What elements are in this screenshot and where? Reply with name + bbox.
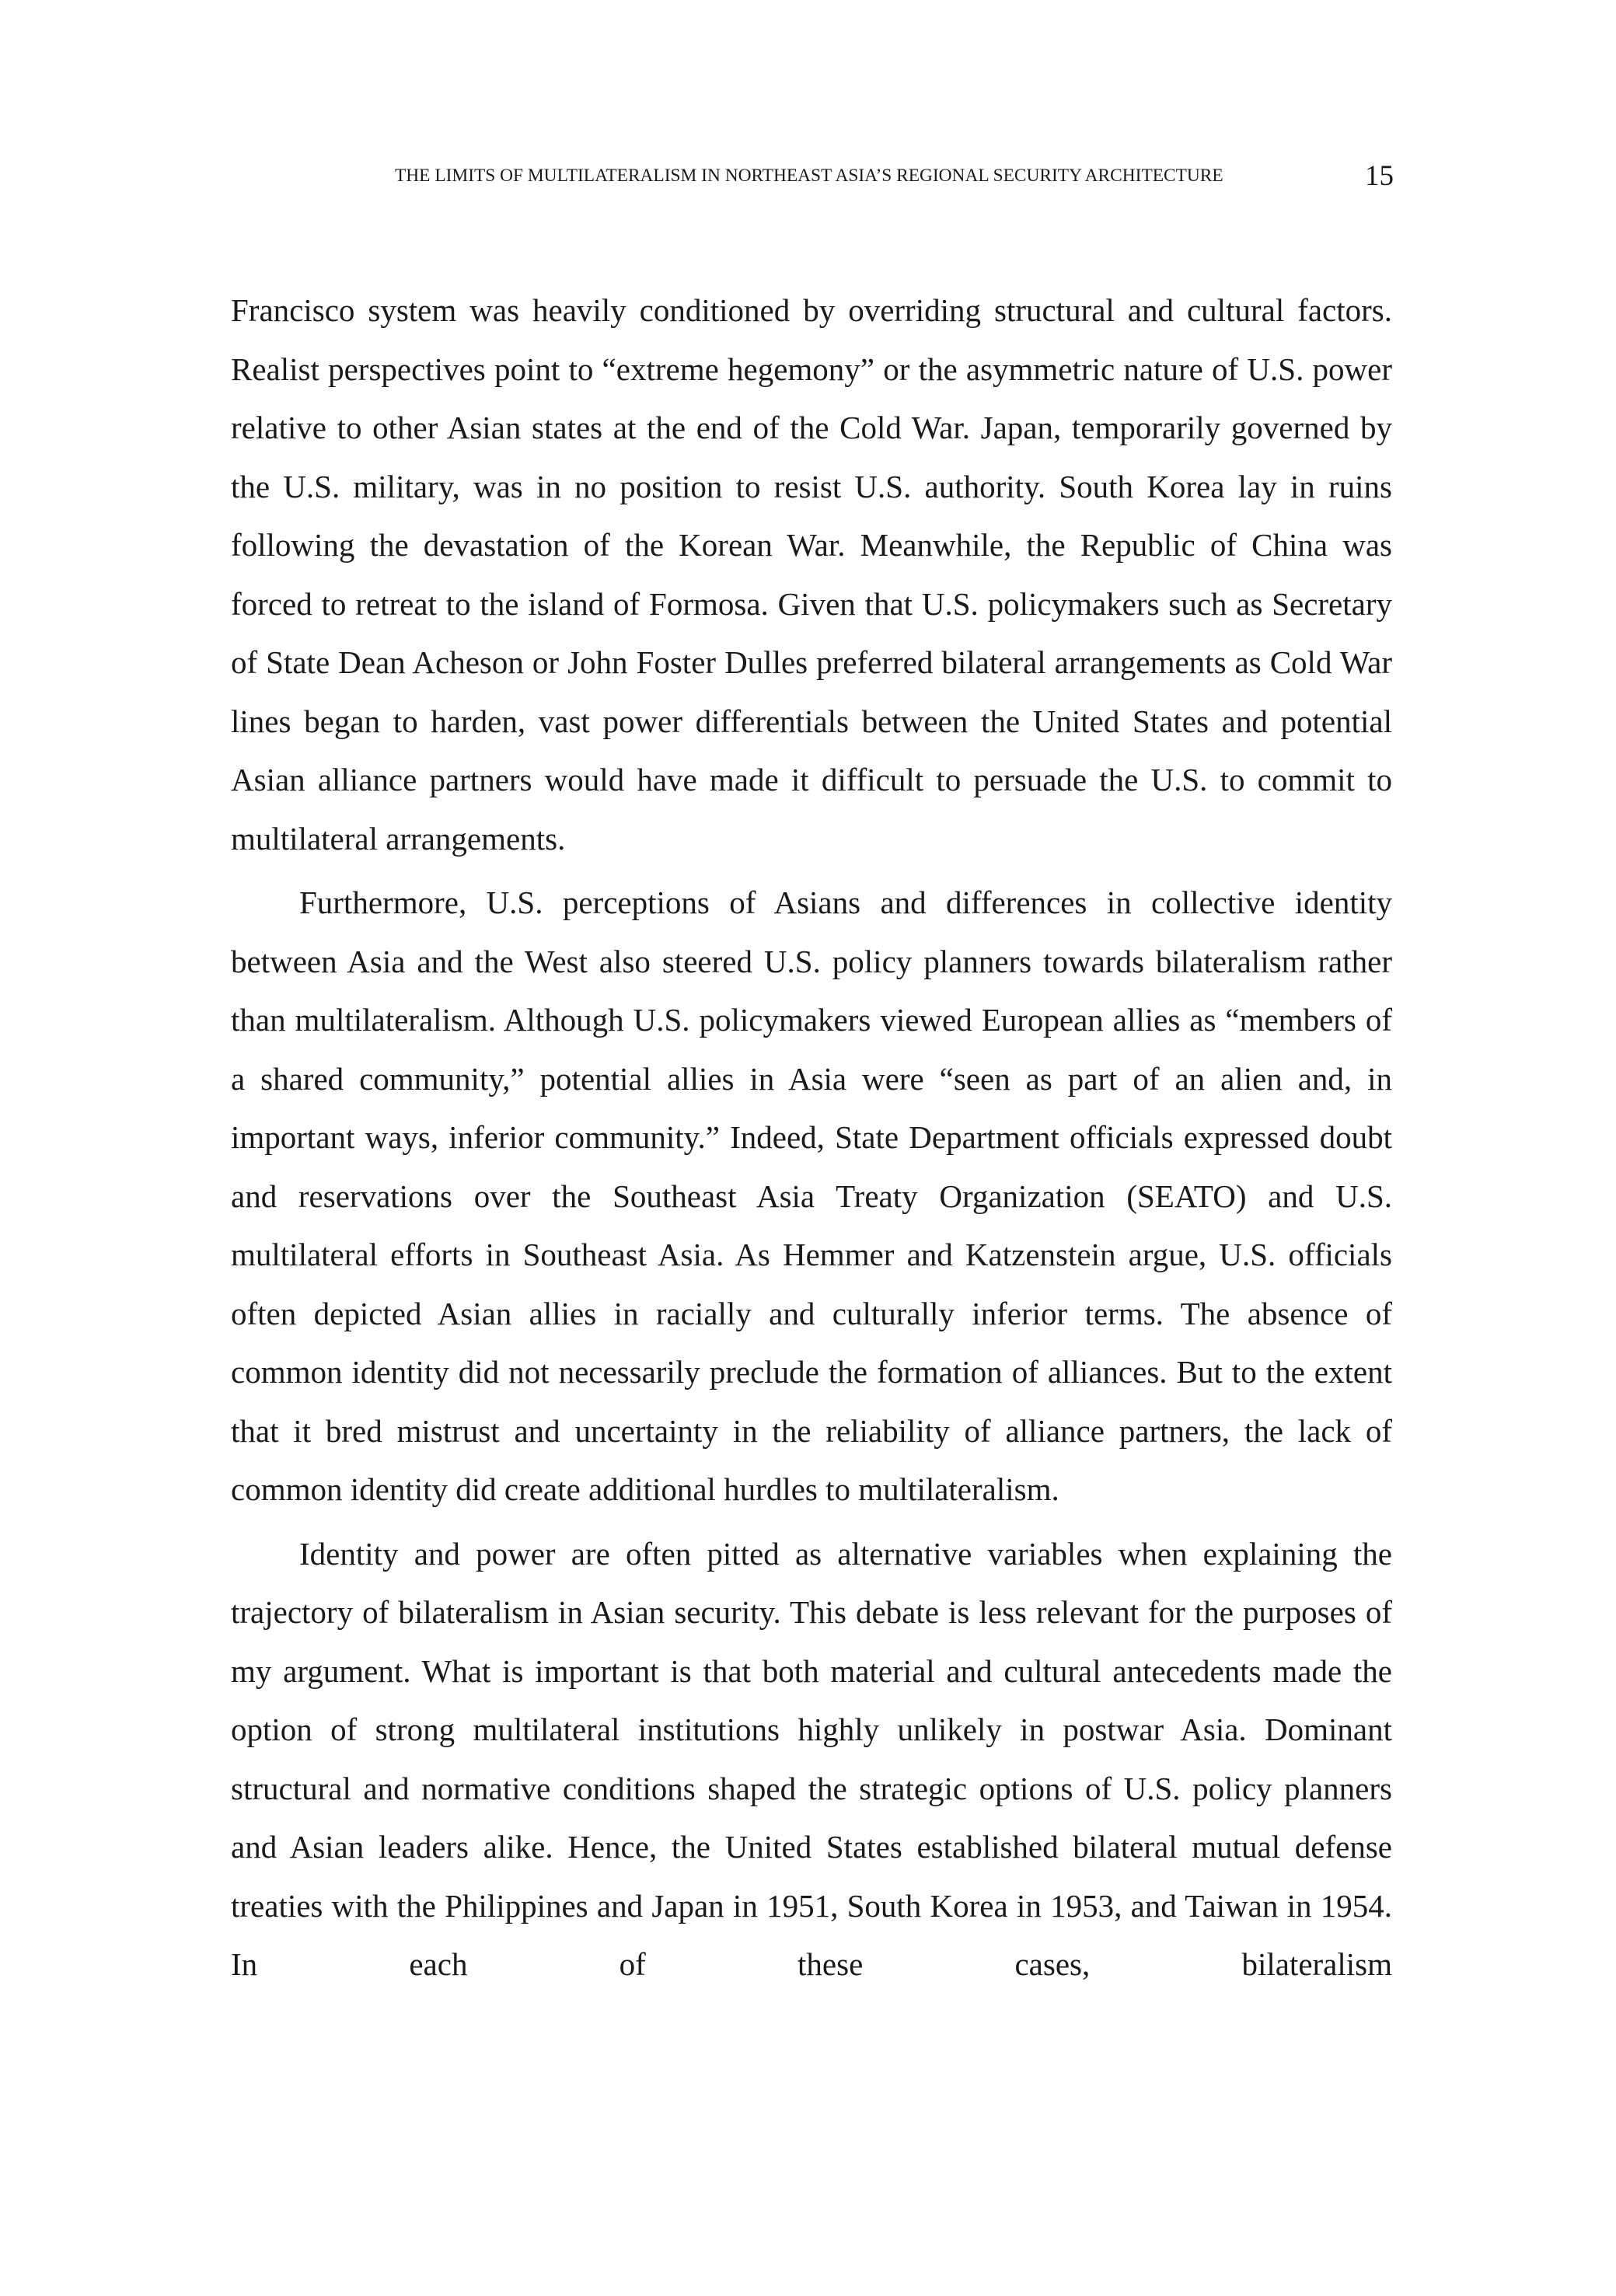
paragraph: Identity and power are often pitted as alternative variables when explaining the trajectory of bilateralism in Asian security. This debate is less relevant for the purposes of my argument. What is important is that both material and cultural antecedents made the option of strong multilateral institutions highly unlikely in postwar Asia. Dominant structural and normative conditions shaped the strategic options of U.S. policy planners and Asian leaders alike. Hence, the United States established bilateral mutual defense treaties with the Philippines and Japan in 1951, South Korea in 1953, and Taiwan in 1954. In each of these cases, bilateralism	[231, 1535, 1392, 1982]
page-number: 15	[1365, 160, 1394, 192]
running-header	[395, 159, 1394, 194]
paragraph: Furthermore, U.S. perceptions of Asians and differences in collective identity between Asia and the West also steered U.S. policy planners towards bilateralism rather than multilateralism. Although U.S. policymakers viewed European allies as “members of a shared community,” potential allies in Asia were “seen as part of an alien and, in important ways, inferior community.” Indeed, State Department officials expressed doubt and reservations over the Southeast Asia Treaty Organization (SEATO) and U.S. multilateral efforts in Southeast Asia. As Hemmer and Katzenstein argue, U.S. officials often depicted Asian allies in racially and culturally inferior terms. The absence of common identity did not necessarily preclude the formation of alliances. But to the extent that it bred mistrust and uncertainty in the reliability of alliance partners, the lack of common identity did create additional hurdles to multilateralism.	[231, 885, 1392, 1507]
paragraph-continued: Francisco system was heavily conditioned by overriding structural and cultural factors. Realist perspectives point to “extreme hegemony” or the asymmetric nature of U.S. power relative to other Asian states at the end of the Cold War. Japan, temporarily governed by the U.S. military, was in no position to resist U.S. authority. South Korea lay in ruins following the devastation of the Korean War. Meanwhile, the Republic of China was forced to retreat to the island of Formosa. Given that U.S. policymakers such as Secretary of State Dean Acheson or John Foster Dulles preferred bilateral arrangements as Cold War lines began to harden, vast power differentials between the United States and potential Asian alliance partners would have made it difficult to persuade the U.S. to commit to multilateral arrangements.	[231, 292, 1392, 857]
body-text	[231, 281, 1392, 2000]
running-title: THE LIMITS OF MULTILATERALISM IN NORTHEAST ASIA’S REGIONAL SECURITY ARCHITECTURE	[395, 166, 1223, 186]
